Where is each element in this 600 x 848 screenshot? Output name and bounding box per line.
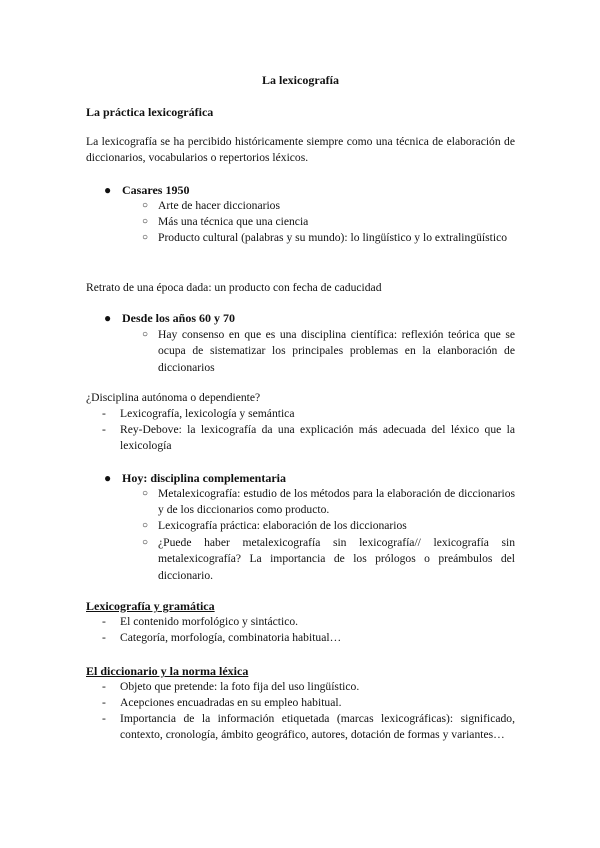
dash-item-text: Acepciones encuadradas en su empleo habitual. [120,696,342,709]
intro-paragraph: La lexicografía se ha percibido históricamente siempre como una técnica de elaboración de diccionarios, vocabularios o repertorios léxicos. [86,135,515,165]
circle-bullet-icon: ○ [142,216,149,227]
retrato-paragraph: Retrato de una época dada: un producto con fecha de caducidad [86,281,382,294]
document-title: La lexicografía [262,73,339,87]
sub-item-text: Producto cultural (palabras y su mundo): lo lingüístico y lo extralingüístico [158,231,508,244]
dash-item-text: Importancia de la información etiquetada (marcas lexicográficas): significado, contexto, cronología, ámbito geográfico, autores, dotación de formas y variantes… [120,712,515,742]
dash-bullet-icon: - [102,712,106,725]
sub-item-text: Hay consenso en que es una disciplina científica: reflexión teórica que se ocupa de sistematizar los principales problemas en la elanboración de diccionarios [158,328,515,374]
sub-item-text: Metalexicografía: estudio de los métodos para la elaboración de diccionarios y de los diccionarios como producto. [158,487,515,517]
circle-bullet-icon: ○ [142,329,149,340]
section-heading-norma: El diccionario y la norma léxica [86,664,249,678]
dash-bullet-icon: - [102,696,106,709]
sub-item-text: ¿Puede haber metalexicografía sin lexicografía// lexicografía sin metalexicografía? La importancia de los prólogos o preámbulos del diccionario. [158,536,515,582]
sub-item-text: Más una técnica que una ciencia [158,215,309,228]
sub-item-text: Lexicografía práctica: elaboración de los diccionarios [158,519,407,532]
dash-item-text: Objeto que pretende: la foto fija del uso lingüístico. [120,680,360,693]
dash-bullet-icon: - [102,631,106,644]
circle-bullet-icon: ○ [142,232,149,243]
dash-item-text: Categoría, morfología, combinatoria habitual… [120,631,342,644]
dash-item-text: Lexicografía, lexicología y semántica [120,407,295,420]
sub-item-text: Arte de hacer diccionarios [158,199,280,212]
section-heading-practica: La práctica lexicográfica [86,105,214,119]
dash-bullet-icon: - [102,407,106,420]
bullet-dot-icon: ● [104,183,112,197]
circle-bullet-icon: ○ [142,200,149,211]
bullet-label: Hoy: disciplina complementaria [122,471,286,485]
section-heading-gramatica: Lexicografía y gramática [86,599,215,613]
dash-item-text: Rey-Debove: la lexicografía da una explicación más adecuada del léxico que la lexicología [120,423,515,453]
circle-bullet-icon: ○ [142,520,149,531]
bullet-label: Desde los años 60 y 70 [122,311,236,325]
bullet-dot-icon: ● [104,311,112,325]
dash-item-text: El contenido morfológico y sintáctico. [120,615,299,628]
dash-bullet-icon: - [102,423,106,436]
bullet-dot-icon: ● [104,471,112,485]
dash-bullet-icon: - [102,680,106,693]
bullet-label: Casares 1950 [122,183,190,197]
question-paragraph: ¿Disciplina autónoma o dependiente? [86,391,261,404]
dash-bullet-icon: - [102,615,106,628]
circle-bullet-icon: ○ [142,488,149,499]
circle-bullet-icon: ○ [142,537,149,548]
